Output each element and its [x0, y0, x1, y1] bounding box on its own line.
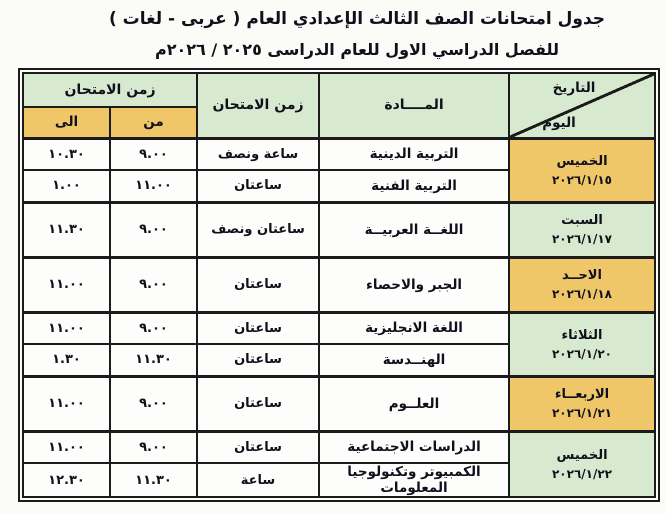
from-time-cell: ٩.٠٠ — [110, 431, 197, 463]
exam-row — [23, 312, 655, 344]
day-name: الخميس — [556, 447, 608, 463]
from-time-cell: ١١.٠٠ — [110, 170, 197, 202]
day-cell — [509, 202, 655, 257]
to-time-cell: ١١.٠٠ — [23, 376, 110, 431]
subject-cell: التربية الدينية — [319, 138, 509, 170]
header-row — [23, 73, 655, 107]
exam-row — [23, 138, 655, 170]
day-name: الاحــد — [562, 268, 602, 283]
column-header-to: الى — [23, 107, 110, 138]
date-header-label: التاريخ — [552, 80, 596, 96]
from-time-cell: ٩.٠٠ — [110, 202, 197, 257]
subject-cell: اللغة الانجليزية — [319, 312, 509, 344]
from-time-cell: ٩.٠٠ — [110, 376, 197, 431]
from-time-cell: ١١.٣٠ — [110, 344, 197, 376]
duration-cell: ساعتان — [197, 376, 319, 431]
day-name: الاربعــاء — [554, 387, 610, 402]
from-time-cell: ٩.٠٠ — [110, 138, 197, 170]
subject-cell: الدراسات الاجتماعية — [319, 431, 509, 463]
page-title-block — [0, 0, 666, 59]
column-header-day-date — [509, 73, 655, 138]
to-time-cell: ١.٠٠ — [23, 170, 110, 202]
day-name: السبت — [561, 213, 603, 228]
exam-schedule-table — [22, 72, 656, 498]
duration-cell: ساعتان ونصف — [197, 202, 319, 257]
subject-cell: الجبر والاحصاء — [319, 257, 509, 312]
from-time-cell: ٩.٠٠ — [110, 312, 197, 344]
subject-cell: التربية الفنية — [319, 170, 509, 202]
duration-cell: ساعتان — [197, 312, 319, 344]
day-cell — [509, 431, 655, 497]
page-subtitle: للفصل الدراسي الاول للعام الدراسى ٢٠٢٥ / ٢٠٢٦م — [154, 40, 560, 59]
from-time-cell: ٩.٠٠ — [110, 257, 197, 312]
subject-cell: اللغــة العربيــة — [319, 202, 509, 257]
day-cell — [509, 376, 655, 431]
page-title: جدول امتحانات الصف الثالث الإعدادي العام ( عربى - لغات ) — [108, 9, 606, 29]
to-time-cell: ١٢.٣٠ — [23, 463, 110, 497]
column-header-subject: المــــادة — [319, 73, 509, 138]
day-name: الثلاثاء — [561, 327, 603, 343]
duration-cell: ساعتان — [197, 170, 319, 202]
day-date: ٢٠٢٦/١/١٥ — [551, 172, 613, 187]
duration-cell: ساعتان — [197, 257, 319, 312]
to-time-cell: ١٠.٣٠ — [23, 138, 110, 170]
duration-cell: ساعة ونصف — [197, 138, 319, 170]
column-header-from: من — [110, 107, 197, 138]
from-time-cell: ١١.٣٠ — [110, 463, 197, 497]
day-date: ٢٠٢٦/١/١٧ — [551, 232, 613, 246]
day-cell — [509, 312, 655, 376]
exam-row — [23, 431, 655, 463]
table-frame — [18, 68, 660, 502]
day-date: ٢٠٢٦/١/٢١ — [551, 406, 613, 420]
exam-row — [23, 202, 655, 257]
day-date: ٢٠٢٦/١/٢٠ — [551, 346, 613, 361]
to-time-cell: ١١.٣٠ — [23, 202, 110, 257]
duration-cell: ساعتان — [197, 431, 319, 463]
column-header-duration: زمن الامتحان — [197, 73, 319, 138]
exam-row — [23, 376, 655, 431]
day-date: ٢٠٢٦/١/٢٢ — [551, 466, 613, 481]
to-time-cell: ١١.٠٠ — [23, 312, 110, 344]
duration-cell: ساعة — [197, 463, 319, 497]
subject-cell: الهنــدسة — [319, 344, 509, 376]
day-header-label: اليوم — [542, 114, 576, 131]
to-time-cell: ١١.٠٠ — [23, 431, 110, 463]
day-name: الخميس — [556, 153, 608, 169]
day-cell — [509, 138, 655, 202]
exam-row — [23, 257, 655, 312]
day-date: ٢٠٢٦/١/١٨ — [551, 287, 613, 301]
column-header-time: زمن الامتحان — [23, 73, 197, 107]
to-time-cell: ١.٣٠ — [23, 344, 110, 376]
subject-cell: العلــوم — [319, 376, 509, 431]
to-time-cell: ١١.٠٠ — [23, 257, 110, 312]
duration-cell: ساعتان — [197, 344, 319, 376]
day-cell — [509, 257, 655, 312]
subject-cell: الكمبيوتر وتكنولوجيا المعلومات — [319, 463, 509, 497]
